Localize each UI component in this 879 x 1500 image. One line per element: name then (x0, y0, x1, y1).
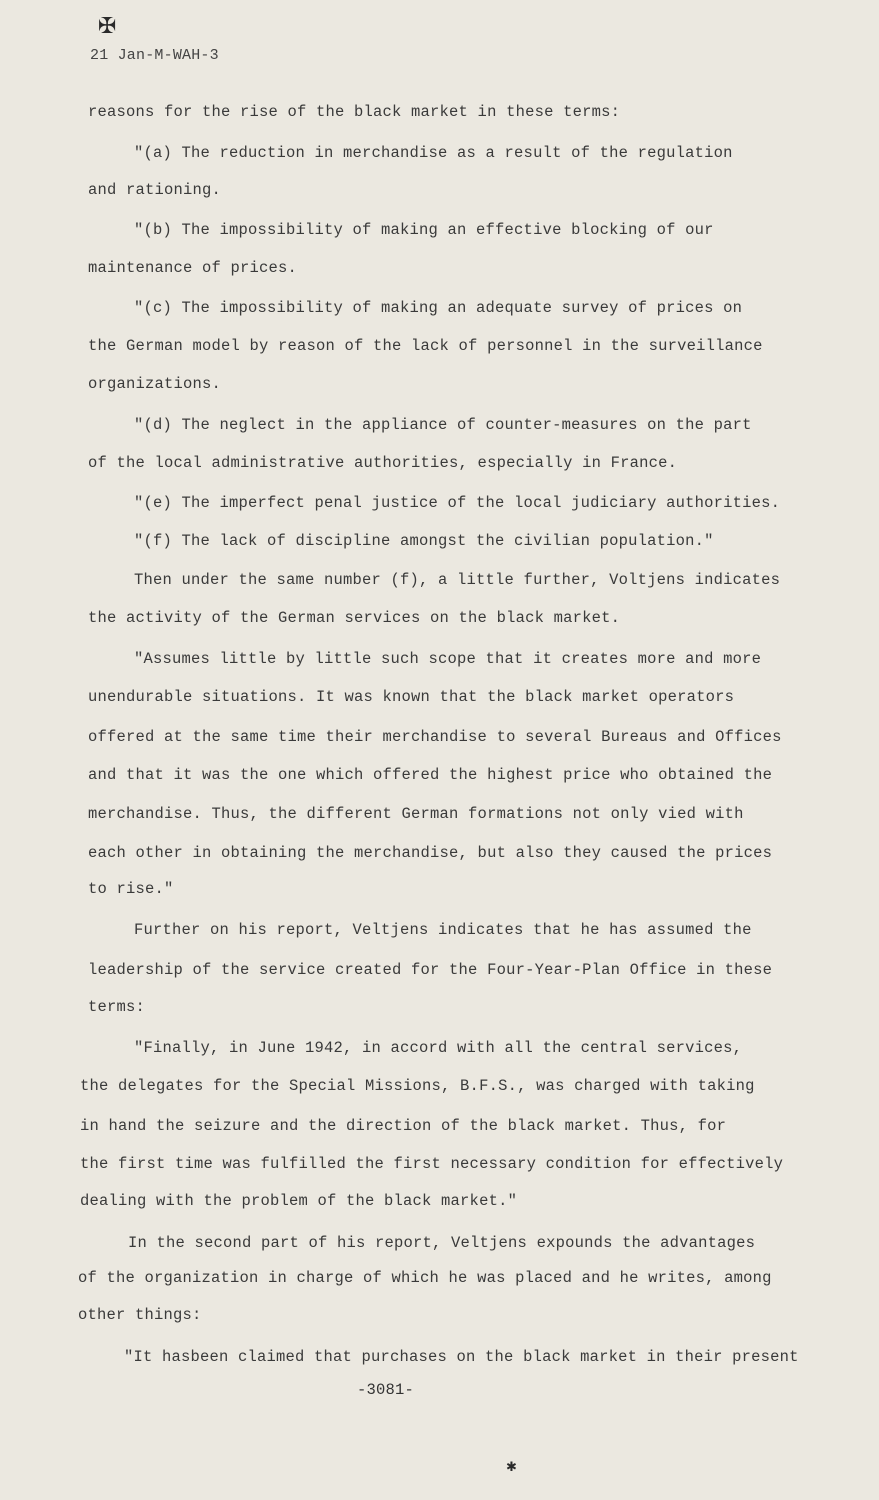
text-line: of the organization in charge of which he was placed and he writes, among (78, 1269, 772, 1287)
text-line: the activity of the German services on the black market. (88, 609, 621, 627)
text-line: In the second part of his report, Veltjens expounds the advantages (128, 1234, 756, 1252)
text-line: terms: (88, 998, 146, 1016)
text-line: merchandise. Thus, the different German formations not only vied with (88, 805, 744, 823)
text-line: Further on his report, Veltjens indicates that he has assumed the (134, 921, 752, 939)
text-line: of the local administrative authorities, especially in France. (88, 454, 678, 472)
text-line: "(a) The reduction in merchandise as a result of the regulation (134, 144, 733, 162)
text-line: Then under the same number (f), a little further, Voltjens indicates (134, 571, 781, 589)
text-line: in hand the seizure and the direction of the black market. Thus, for (80, 1117, 727, 1135)
stamp-mark-icon: ✠ (98, 14, 117, 39)
text-line: "(f) The lack of discipline amongst the civilian population." (134, 532, 714, 550)
text-line: the German model by reason of the lack of personnel in the surveillance (88, 337, 763, 355)
text-line: unendurable situations. It was known that the black market operators (88, 688, 735, 706)
text-line: and that it was the one which offered the highest price who obtained the (88, 766, 773, 784)
text-line: reasons for the rise of the black market in these terms: (88, 103, 621, 121)
text-line: offered at the same time their merchandise to several Bureaus and Offices (88, 728, 782, 746)
text-line: the delegates for the Special Missions, B.F.S., was charged with taking (80, 1077, 755, 1095)
text-line: and rationing. (88, 181, 222, 199)
ink-mark-icon: ✱ (506, 1460, 518, 1475)
text-line: other things: (78, 1306, 202, 1324)
text-line: "Finally, in June 1942, in accord with all the central services, (134, 1039, 743, 1057)
text-line: each other in obtaining the merchandise, but also they caused the prices (88, 844, 773, 862)
text-line: "Assumes little by little such scope that it creates more and more (134, 650, 762, 668)
text-line: the first time was fulfilled the first necessary condition for effectively (80, 1155, 784, 1173)
text-line: "(e) The imperfect penal justice of the local judiciary authorities. (134, 494, 781, 512)
text-line: "It hasbeen claimed that purchases on the black market in their present (124, 1348, 799, 1366)
text-line: "(d) The neglect in the appliance of counter-measures on the part (134, 416, 752, 434)
text-line: maintenance of prices. (88, 259, 298, 277)
text-line: organizations. (88, 375, 222, 393)
text-line: "(c) The impossibility of making an adequate survey of prices on (134, 299, 743, 317)
text-line: "(b) The impossibility of making an effective blocking of our (134, 221, 714, 239)
text-line: leadership of the service created for the Four-Year-Plan Office in these (88, 961, 773, 979)
text-line: dealing with the problem of the black market." (80, 1192, 518, 1210)
page-number: -3081- (357, 1381, 415, 1399)
document-reference: 21 Jan-M-WAH-3 (90, 47, 219, 64)
text-line: to rise." (88, 880, 174, 898)
